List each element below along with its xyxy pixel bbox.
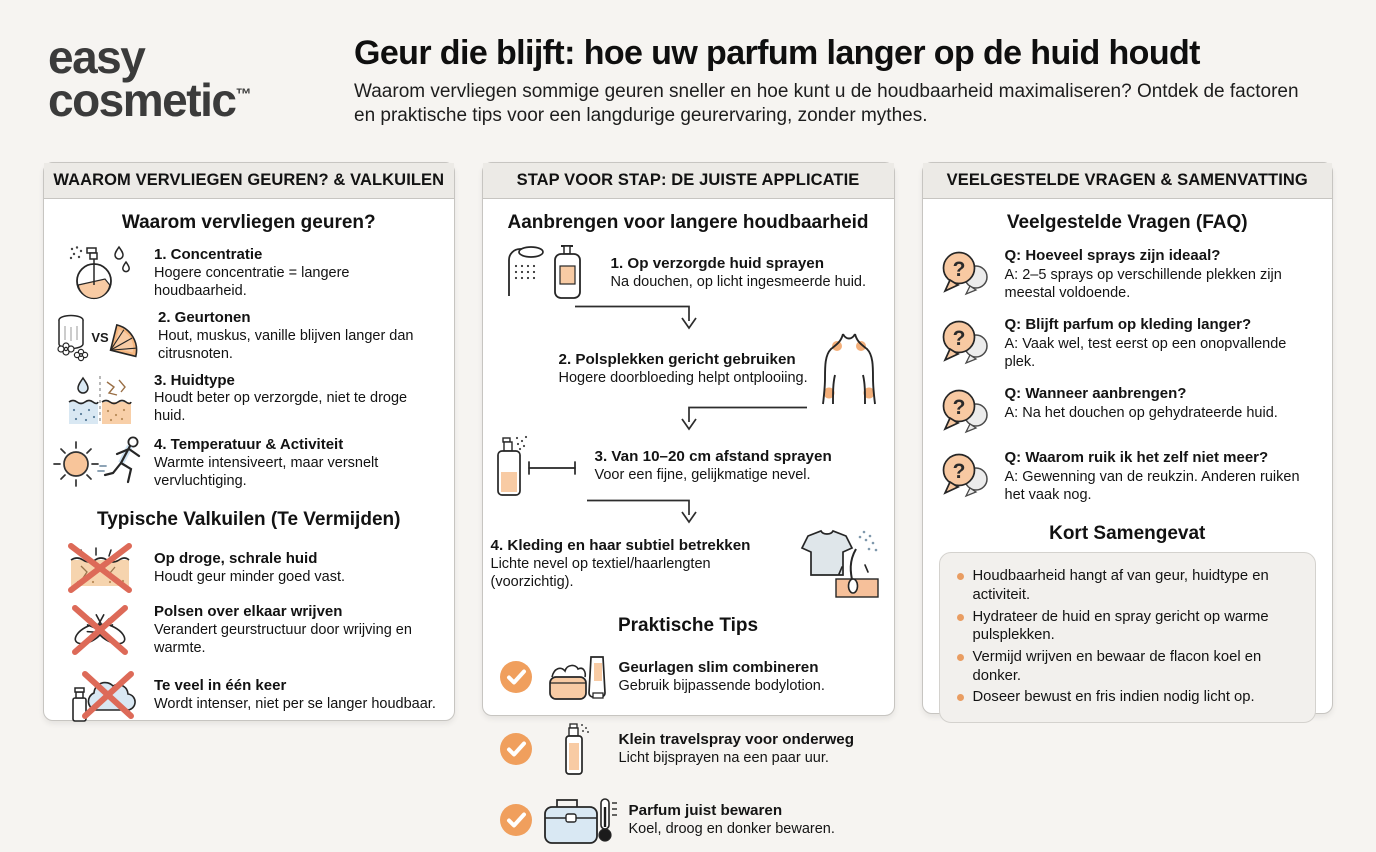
pitfall-item: [44, 538, 454, 598]
summary-bullet: Vermijd wrijven en bewaar de flacon koel en donker.: [954, 648, 1302, 685]
reason-item: [44, 305, 454, 368]
pitfall-title: Te veel in één keer: [154, 677, 287, 695]
question-bubble-icon: [937, 247, 995, 297]
step-item: [483, 332, 894, 406]
step-title: 1. Op verzorgde huid sprayen: [610, 254, 825, 272]
reason-title: 2. Geurtonen: [158, 309, 251, 327]
card-why-fade: [43, 162, 455, 721]
tshirt-hair-icon: [792, 527, 880, 601]
question-mark-glyph: ?: [952, 396, 965, 420]
travel-spray-icon: [543, 721, 609, 777]
tip-title: Parfum juist bewaren: [628, 801, 783, 819]
page-title: Geur die blijft: hoe uw parfum langer op de huid houdt: [354, 34, 1200, 72]
check-circle-icon: [499, 803, 533, 837]
faq-item: [923, 310, 1333, 377]
pitfall-title: Op droge, schrale huid: [154, 550, 318, 568]
faq-item: [923, 379, 1333, 441]
reason-item: [44, 368, 454, 431]
reason-title: 1. Concentratie: [154, 246, 263, 264]
summary-section-title: Kort Samengevat: [1049, 523, 1206, 545]
step-item: [483, 526, 894, 602]
storage-cool-icon: [543, 793, 619, 847]
faq-answer: A: Vaak wel, test eerst op een onopvallende plek.: [1004, 336, 1287, 371]
card-step-by-step: [482, 162, 895, 837]
reasons-section-title: Waarom vervliegen geuren?: [121, 212, 376, 234]
summary-bullet: Houdbaarheid hangt af van geur, huidtype en activiteit.: [954, 567, 1302, 604]
reason-title: 4. Temperatuur & Activiteit: [154, 436, 344, 454]
card-faq-summary: [922, 162, 1334, 714]
rubbing-wrists-crossed-icon: [54, 602, 146, 658]
faq-section-title: Veelgestelde Vragen (FAQ): [1006, 212, 1248, 234]
flow-arrow-down-icon: [483, 305, 894, 332]
bodylotion-icon: [543, 649, 609, 705]
faq-question: Q: Hoeveel sprays zijn ideaal?: [1004, 247, 1221, 265]
card-faq-summary-header: VEELGESTELDE VRAGEN & SAMENVATTING: [923, 163, 1333, 199]
pitfall-item: [44, 598, 454, 662]
faq-item: [923, 241, 1333, 308]
overspray-crossed-icon: [54, 666, 146, 724]
reason-item: [44, 430, 454, 496]
tip-title: Klein travelspray voor onderweg: [618, 730, 854, 748]
summary-bullet: Doseer bewust en fris indien nodig licht op.: [954, 688, 1302, 707]
tip-item: [483, 716, 894, 782]
dry-skin-crossed-icon: [54, 542, 146, 594]
wood-vs-citrus-icon: [54, 310, 150, 364]
reason-item: [44, 241, 454, 305]
reason-text: Houdt beter op verzorgde, niet te droge huid.: [154, 390, 408, 425]
pitfall-text: Houdt geur minder goed vast.: [154, 568, 346, 585]
page-subtitle: Waarom vervliegen sommige geuren sneller en hoe kunt u de houdbaarheid maximaliseren? Ontdek de factoren en praktische tips voor een langdurige geurervaring, zonder mythes.: [354, 80, 1299, 126]
vs-label: VS: [91, 329, 109, 345]
tip-item: [483, 788, 894, 852]
reason-text: Hogere concentratie = langere houdbaarheid.: [154, 264, 350, 299]
tip-text: Gebruik bijpassende bodylotion.: [618, 677, 825, 694]
step-text: Na douchen, op licht ingesmeerde huid.: [610, 273, 867, 290]
faq-answer: A: Gewenning van de reukzin. Anderen ruiken het vaak nog.: [1004, 469, 1300, 504]
question-bubble-icon: [937, 449, 995, 499]
tip-text: Licht bijsprayen na een paar uur.: [618, 749, 829, 766]
check-circle-icon: [499, 732, 533, 766]
step-text: Lichte nevel op textiel/haarlengten (voorzichtig).: [490, 555, 711, 590]
tips-section-title: Praktische Tips: [617, 615, 759, 637]
spray-distance-icon: [493, 434, 583, 498]
sun-runner-icon: [54, 434, 146, 492]
pitfall-title: Polsen over elkaar wrijven: [154, 603, 343, 621]
trademark-symbol: ™: [235, 86, 252, 104]
faq-item: [923, 443, 1333, 510]
question-mark-glyph: ?: [952, 460, 965, 484]
tip-item: [483, 644, 894, 710]
faq-question: Q: Blijft parfum op kleding langer?: [1004, 316, 1252, 334]
step-text: Hogere doorbloeding helpt ontplooiing.: [558, 369, 808, 386]
step-title: 3. Van 10–20 cm afstand sprayen: [594, 447, 832, 465]
flow-arrow-down-icon: [483, 406, 894, 433]
reason-title: 3. Huidtype: [154, 371, 235, 389]
flow-arrow-down-icon: [483, 499, 894, 526]
check-circle-icon: [499, 660, 533, 694]
content-columns: [0, 162, 1376, 837]
reason-text: Warmte intensiveert, maar versnelt vervluchtiging.: [154, 454, 379, 489]
brand-logo-line1: easy: [48, 31, 145, 83]
step-item: [483, 433, 894, 499]
tip-title: Geurlagen slim combineren: [618, 658, 819, 676]
faq-question: Q: Waarom ruik ik het zelf niet meer?: [1004, 449, 1269, 467]
step-title: 4. Kleding en haar subtiel betrekken: [490, 536, 751, 554]
faq-answer: A: 2–5 sprays op verschillende plekken zijn meestal voldoende.: [1004, 267, 1282, 302]
perfume-bottle-spray-icon: [54, 245, 146, 301]
card-why-fade-header: WAAROM VERVLIEGEN GEUREN? & VALKUILEN: [44, 163, 454, 199]
question-bubble-icon: [937, 316, 995, 366]
headline-block: [354, 36, 1304, 128]
brand-logo: [48, 31, 310, 126]
question-mark-glyph: ?: [952, 327, 965, 351]
shower-lotion-icon: [501, 242, 593, 304]
faq-question: Q: Wanneer aanbrengen?: [1004, 385, 1187, 403]
question-mark-glyph: ?: [952, 258, 965, 282]
step-text: Voor een fijne, gelijkmatige nevel.: [594, 466, 811, 483]
reason-text: Hout, muskus, vanille blijven langer dan citrusnoten.: [158, 327, 414, 362]
page-header: [0, 0, 1376, 128]
tip-text: Koel, droog en donker bewaren.: [628, 820, 835, 837]
skin-hydration-icon: [54, 372, 146, 426]
pitfall-text: Verandert geurstructuur door wrijving en warmte.: [154, 621, 412, 656]
brand-logo-line2: cosmetic™: [48, 73, 252, 126]
pitfall-text: Wordt intenser, niet per se langer houdbaar.: [154, 695, 436, 712]
summary-box: [939, 552, 1317, 722]
faq-answer: A: Na het douchen op gehydrateerde huid.: [1004, 405, 1278, 422]
summary-bullet: Hydrateer de huid en spray gericht op warme pulsplekken.: [954, 608, 1302, 645]
step-title: 2. Polsplekken gericht gebruiken: [558, 350, 796, 368]
body-pulse-points-icon: [818, 333, 878, 405]
pitfalls-section-title: Typische Valkuilen (Te Vermijden): [97, 509, 401, 531]
step-item: [483, 241, 894, 305]
card-step-by-step-header: STAP VOOR STAP: DE JUISTE APPLICATIE: [483, 163, 894, 199]
question-bubble-icon: [937, 385, 995, 435]
steps-section-title: Aanbrengen voor langere houdbaarheid: [507, 212, 869, 234]
pitfall-item: [44, 662, 454, 728]
